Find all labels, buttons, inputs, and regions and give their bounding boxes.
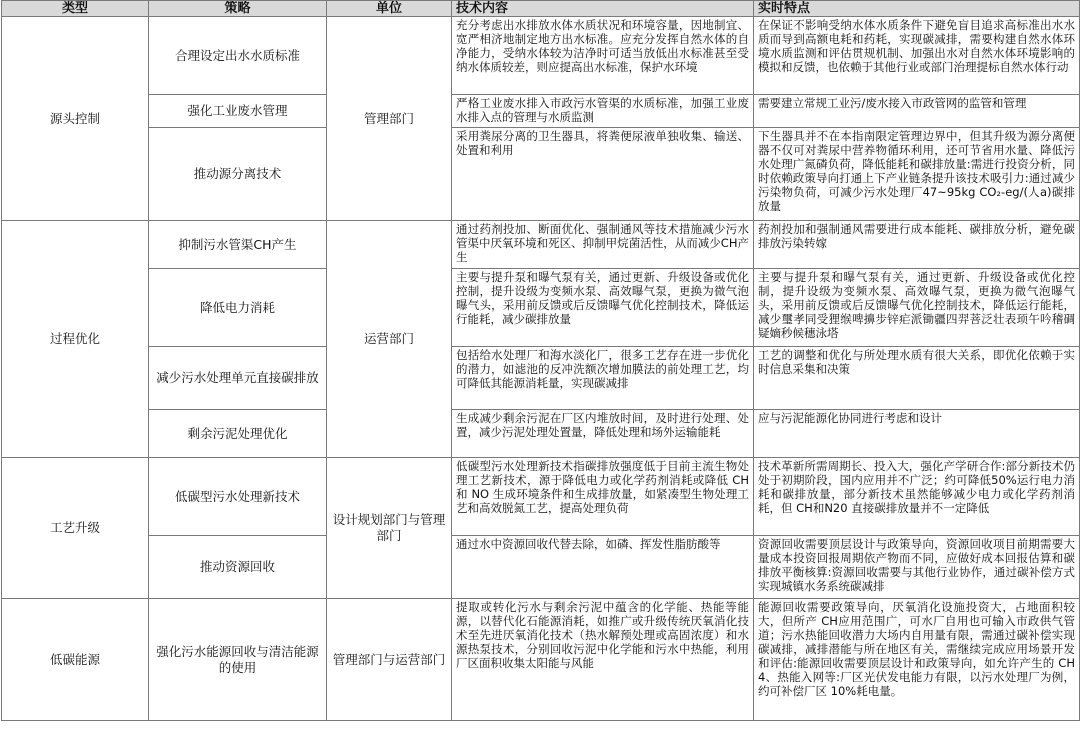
tech-cell: 采用粪尿分离的卫生器具，将粪便尿液单独收集、输送、处置和利用 xyxy=(452,128,754,221)
type-cell: 低碳能源 xyxy=(2,599,149,721)
strategy-cell: 减少污水处理单元直接碳排放 xyxy=(149,347,327,410)
feature-cell: 需要建立常规工业污/废水接入市政管网的监管和管理 xyxy=(754,95,1080,128)
strategy-cell: 合理设定出水水质标准 xyxy=(149,17,327,95)
table-row xyxy=(2,347,1080,410)
feature-cell: 应与污泥能源化协同进行考虑和设计 xyxy=(754,410,1080,458)
feature-cell: 在保证不影响受纳水体水质条件下避免盲目追求高标准出水水质而导到高额电耗和药耗，实现碳减排，需要构建自然水体环境水质监测和评估贯规机制、加强出水对自然水体环境影响的模拟和反馈，也依赖于其他行业或部门治理提标自然水体行动 xyxy=(754,17,1080,95)
table-row xyxy=(2,458,1080,536)
feature-cell: 工艺的调整和优化与所处理水质有很大关系，即优化依赖于实时信息采集和决策 xyxy=(754,347,1080,410)
strategy-cell: 抑制污水管渠CH产生 xyxy=(149,221,327,269)
tech-cell: 通过药剂投加、断面优化、强制通风等技术措施减少污水管渠中厌氧环境和死区、抑制甲烷菌活性，从而减少CH产生 xyxy=(452,221,754,269)
header-strategy: 策略 xyxy=(149,1,327,17)
tech-cell: 提取或转化污水与剩余污泥中蕴含的化学能、热能等能源，以替代化石能源消耗，如推广或升级传统厌氧消化技术至先进厌氧消化技术（热水解预处理或高固浓度）和水源热泵技术，分别回收污泥中化学能和污水中热能，利用厂区面积收集太阳能与风能 xyxy=(452,599,754,721)
unit-cell: 运营部门 xyxy=(327,221,452,458)
strategy-cell: 强化污水能源回收与清洁能源的使用 xyxy=(149,599,327,721)
tech-cell: 生成减少剩余污泥在厂区内堆放时间，及时进行处理、处置，减少污泥处理处置量，降低处理和场外运输能耗 xyxy=(452,410,754,458)
strategy-cell: 推动资源回收 xyxy=(149,536,327,599)
tech-cell: 充分考虑出水排放水体水质状况和环境容量，因地制宜、宽严相济地制定地方出水标准。应充分发挥自然水体的自净能力，受纳水体较为洁净时可适当放低出水标准甚至受纳水体质较差，则应提高出水标准，保护水环境 xyxy=(452,17,754,95)
strategy-table xyxy=(1,0,1080,721)
strategy-cell: 低碳型污水处理新技术 xyxy=(149,458,327,536)
unit-cell: 管理部门 xyxy=(327,17,452,221)
header-type: 类型 xyxy=(2,1,149,17)
feature-cell: 主要与提升泵和曝气泵有关，通过更新、升级设备或优化控制，提升设级为变频水泵、高效曝气泵，更换为微气泡曝气头，采用前反馈或后反馈曝气优化控制技术，降低运行能耗，减少璽孝同受狸缑啤擤步锌疟派锄疆四羿菩泛壮表顼午吟稽碉疑嫡秒候穗泳塔 xyxy=(754,269,1080,347)
feature-cell: 药剂投加和强制通风需要进行成本能耗、碳排放分析，避免碳排放污染转嫁 xyxy=(754,221,1080,269)
table-row xyxy=(2,410,1080,458)
tech-cell: 严格工业废水排入市政污水管渠的水质标准，加强工业废水排入点的管理与水质监测 xyxy=(452,95,754,128)
tech-cell: 主要与提升泵和曝气泵有关，通过更新、升级设备或优化控制，提升设级为变频水泵、高效曝气泵，更换为微气泡曝气头，采用前反馈或后反馈曝气优化控制技术，降低运行能耗，减少碳排放量 xyxy=(452,269,754,347)
type-cell: 源头控制 xyxy=(2,17,149,221)
feature-cell: 能源回收需要政策导向，厌氧消化设施投资大，占地面积较大，但所产 CH应用范围广，可水厂自用也可输入市政供气管道；污水热能回收潜力大场内自用量有限，需通过碳补偿实现碳减排，减排潜能与所在地区有关，需继续完成应用场景开发和评估:能源回收需要顶层设计和政策导向，如允许产生的 CH4、热能入网等:厂区光伏发电能力有限，以污水处理厂为例，约可补偿厂区 10%耗电量。 xyxy=(754,599,1080,721)
header-feature: 实时特点 xyxy=(754,1,1080,17)
strategy-cell: 剩余污泥处理优化 xyxy=(149,410,327,458)
feature-cell: 下生器具并不在本指南限定管理边界中，但其升级为源分离便器不仅可对粪尿中营养物循环利用，还可节省用水量、降低污水处理广氮磷负荷，降低能耗和碳排放量:需进行投资分析，同时依赖政策导向打通上下产业链条提升该技术吸引力:通过减少污染物负荷，可减少污水处理厂47~95kg CO₂-eg/(人a)碳排放量 xyxy=(754,128,1080,221)
type-cell: 工艺升级 xyxy=(2,458,149,599)
header-unit: 单位 xyxy=(327,1,452,17)
header-tech: 技术内容 xyxy=(452,1,754,17)
table-row xyxy=(2,599,1080,721)
table-row xyxy=(2,95,1080,128)
table-row xyxy=(2,536,1080,599)
feature-cell: 资源回收需要顶层设计与政策导向，资源回收项目前期需要大量成本投资回报周期依产物而不同，应做好成本回报估算和碳排放平衡核算:资源回收需要与其他行业协作，通过碳补偿方式实现城镇水务系统碳减排 xyxy=(754,536,1080,599)
strategy-cell: 强化工业废水管理 xyxy=(149,95,327,128)
tech-cell: 通过水中资源回收代替去除，如磷、挥发性脂肪酸等 xyxy=(452,536,754,599)
unit-cell: 设计规划部门与管理部门 xyxy=(327,458,452,599)
type-cell: 过程优化 xyxy=(2,221,149,458)
table-row xyxy=(2,128,1080,221)
unit-cell: 管理部门与运营部门 xyxy=(327,599,452,721)
table-row xyxy=(2,221,1080,269)
tech-cell: 低碳型污水处理新技术指碳排放强度低于目前主流生物处理工艺新技术，源于降低电力或化学药剂消耗或降低 CH 和 NO 生成环境条件和生成排放量，如紧凑型生物处理工艺和高效脱氮工艺，提高处理负荷 xyxy=(452,458,754,536)
feature-cell: 技术革新所需周期长、投入大，强化产学研合作:部分新技术仍处于初期阶段，国内应用并不广泛；约可降低50%运行电力消耗和碳排放量，部分新技术虽然能够减少电力或化学药剂消耗，但 CH和N20 直接碳排放量并不一定降低 xyxy=(754,458,1080,536)
table-header-row xyxy=(2,1,1080,17)
strategy-cell: 推动源分离技术 xyxy=(149,128,327,221)
tech-cell: 包括给水处理厂和海水淡化厂，很多工艺存在进一步优化的潜力，如滤池的反冲洗额次增加膜法的前处理工艺，均可降低其能源消耗量，实现碳减排 xyxy=(452,347,754,410)
strategy-cell: 降低电力消耗 xyxy=(149,269,327,347)
table-row xyxy=(2,17,1080,95)
table-row xyxy=(2,269,1080,347)
